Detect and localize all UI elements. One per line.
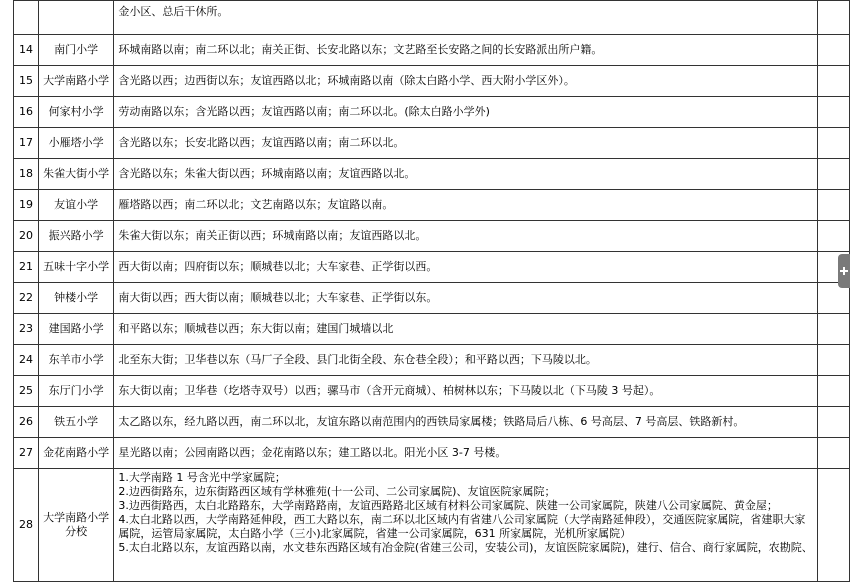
- district-area: 东大街以南；卫华巷（圪塔寺双号）以西；骡马市（含开元商城）、柏树林以东；下马陵以北（下马陵 3 号起）。: [114, 376, 817, 407]
- school-name: 东厅门小学: [38, 376, 113, 407]
- remarks-cell: [817, 128, 849, 159]
- district-area: 含光路以东；长安北路以西；友谊西路以南；南二环以北。: [114, 128, 817, 159]
- remarks-cell: [817, 314, 849, 345]
- remarks-cell: [817, 345, 849, 376]
- table-row: [14, 283, 850, 314]
- row-number: 23: [14, 314, 39, 345]
- remarks-cell: [817, 35, 849, 66]
- district-area: 含光路以东；朱雀大街以西；环城南路以南；友谊西路以北。: [114, 159, 817, 190]
- row-number: 15: [14, 66, 39, 97]
- district-area-line: 3.边西街路西，太白北路路东，大学南路路南，友谊西路路北区域有材料公司家属院、陕建一公司家属院，陕建八公司家属院、黄金屋；: [118, 499, 778, 512]
- school-name: 东羊市小学: [38, 345, 113, 376]
- table-row: [14, 1, 850, 35]
- district-area: 金小区、总后干休所。: [114, 1, 817, 35]
- row-number: 28: [14, 469, 39, 582]
- row-number: 16: [14, 97, 39, 128]
- row-number: 20: [14, 221, 39, 252]
- district-area: 星光路以南；公园南路以西；金花南路以东；建工路以北。阳光小区 3-7 号楼。: [114, 438, 817, 469]
- school-name: 建国路小学: [38, 314, 113, 345]
- row-number: 14: [14, 35, 39, 66]
- row-number: 27: [14, 438, 39, 469]
- school-name: 朱雀大街小学: [38, 159, 113, 190]
- district-area: [114, 469, 817, 582]
- school-name-line: 分校: [65, 525, 88, 538]
- table-row: [14, 469, 850, 582]
- district-area-line: 2.边西街路东，边东街路西区域有学林雅苑(十一公司、二公司家属院)、友谊医院家属院；: [118, 485, 556, 498]
- district-area: 太乙路以东，经九路以西，南二环以北，友谊东路以南范围内的西铁局家属楼；铁路局后八栋、6 号高层、7 号高层、铁路新村。: [114, 407, 817, 438]
- school-name: [38, 469, 113, 582]
- table-row: [14, 190, 850, 221]
- row-number: 19: [14, 190, 39, 221]
- table-row: [14, 128, 850, 159]
- district-area: 劳动南路以东；含光路以西；友谊西路以南；南二环以北。(除太白路小学外): [114, 97, 817, 128]
- table-row: [14, 345, 850, 376]
- row-number: 22: [14, 283, 39, 314]
- remarks-cell: [817, 407, 849, 438]
- plus-icon: [840, 267, 848, 275]
- school-name: 金花南路小学: [38, 438, 113, 469]
- table-row: [14, 438, 850, 469]
- table-row: [14, 97, 850, 128]
- school-name: 钟楼小学: [38, 283, 113, 314]
- row-number: 21: [14, 252, 39, 283]
- remarks-cell: [817, 438, 849, 469]
- school-district-table: [13, 0, 850, 582]
- school-name-line: 大学南路小学: [43, 511, 110, 524]
- district-area: 雁塔路以西；南二环以北；文艺南路以东；友谊路以南。: [114, 190, 817, 221]
- remarks-cell: [817, 1, 849, 35]
- table-row: [14, 221, 850, 252]
- remarks-cell: [817, 159, 849, 190]
- school-name: 五味十字小学: [38, 252, 113, 283]
- row-number: 24: [14, 345, 39, 376]
- school-name: 何家村小学: [38, 97, 113, 128]
- school-name: 振兴路小学: [38, 221, 113, 252]
- school-name: [38, 1, 113, 35]
- side-expand-tab[interactable]: [838, 254, 850, 288]
- remarks-cell: [817, 190, 849, 221]
- district-area: 朱雀大街以东；南关正街以西；环城南路以南；友谊西路以北。: [114, 221, 817, 252]
- district-area: 含光路以西；边西街以东；友谊西路以北；环城南路以南（除太白路小学、西大附小学区外）。: [114, 66, 817, 97]
- table-row: [14, 407, 850, 438]
- district-area: 和平路以东；顺城巷以西；东大街以南；建国门城墙以北: [114, 314, 817, 345]
- district-area-line: 属院，运管局家属院，太白路小学（三小)北家属院，省建一公司家属院，631 所家属院，光机所家属院）: [118, 527, 632, 540]
- row-number: 18: [14, 159, 39, 190]
- school-name: 大学南路小学: [38, 66, 113, 97]
- district-area-line: 4.太白北路以西，大学南路延伸段，西工大路以东，南二环以北区域内有省建八公司家属院（大学南路延伸段），交通医院家属院，省建职大家: [118, 513, 806, 526]
- table-row: [14, 66, 850, 97]
- district-area-line: 1.大学南路 1 号含光中学家属院；: [118, 471, 286, 484]
- row-number: 17: [14, 128, 39, 159]
- table-row: [14, 35, 850, 66]
- school-name: 铁五小学: [38, 407, 113, 438]
- district-area: 西大街以南；四府街以东；顺城巷以北；大车家巷、正学街以西。: [114, 252, 817, 283]
- remarks-cell: [817, 376, 849, 407]
- district-area: 环城南路以南；南二环以北；南关正街、长安北路以东；文艺路至长安路之间的长安路派出所户籍。: [114, 35, 817, 66]
- school-name: 南门小学: [38, 35, 113, 66]
- row-number: 25: [14, 376, 39, 407]
- district-area: 南大街以西；西大街以南；顺城巷以北；大车家巷、正学街以东。: [114, 283, 817, 314]
- table-row: [14, 252, 850, 283]
- district-area-line: 5.太白北路以东，友谊西路以南，水文巷东西路区域有冶金院(省建三公司，安装公司)，友谊医院家属院)，建行、信合、商行家属院，农勘院、: [118, 541, 813, 554]
- remarks-cell: [817, 66, 849, 97]
- row-number: [14, 1, 39, 35]
- district-area: 北至东大街；卫华巷以东（马厂子全段、县门北街全段、东仓巷全段）；和平路以西；下马陵以北。: [114, 345, 817, 376]
- remarks-cell: [817, 469, 849, 582]
- school-name: 友谊小学: [38, 190, 113, 221]
- remarks-cell: [817, 221, 849, 252]
- table-row: [14, 159, 850, 190]
- remarks-cell: [817, 97, 849, 128]
- row-number: 26: [14, 407, 39, 438]
- school-name: 小雁塔小学: [38, 128, 113, 159]
- table-row: [14, 314, 850, 345]
- table-row: [14, 376, 850, 407]
